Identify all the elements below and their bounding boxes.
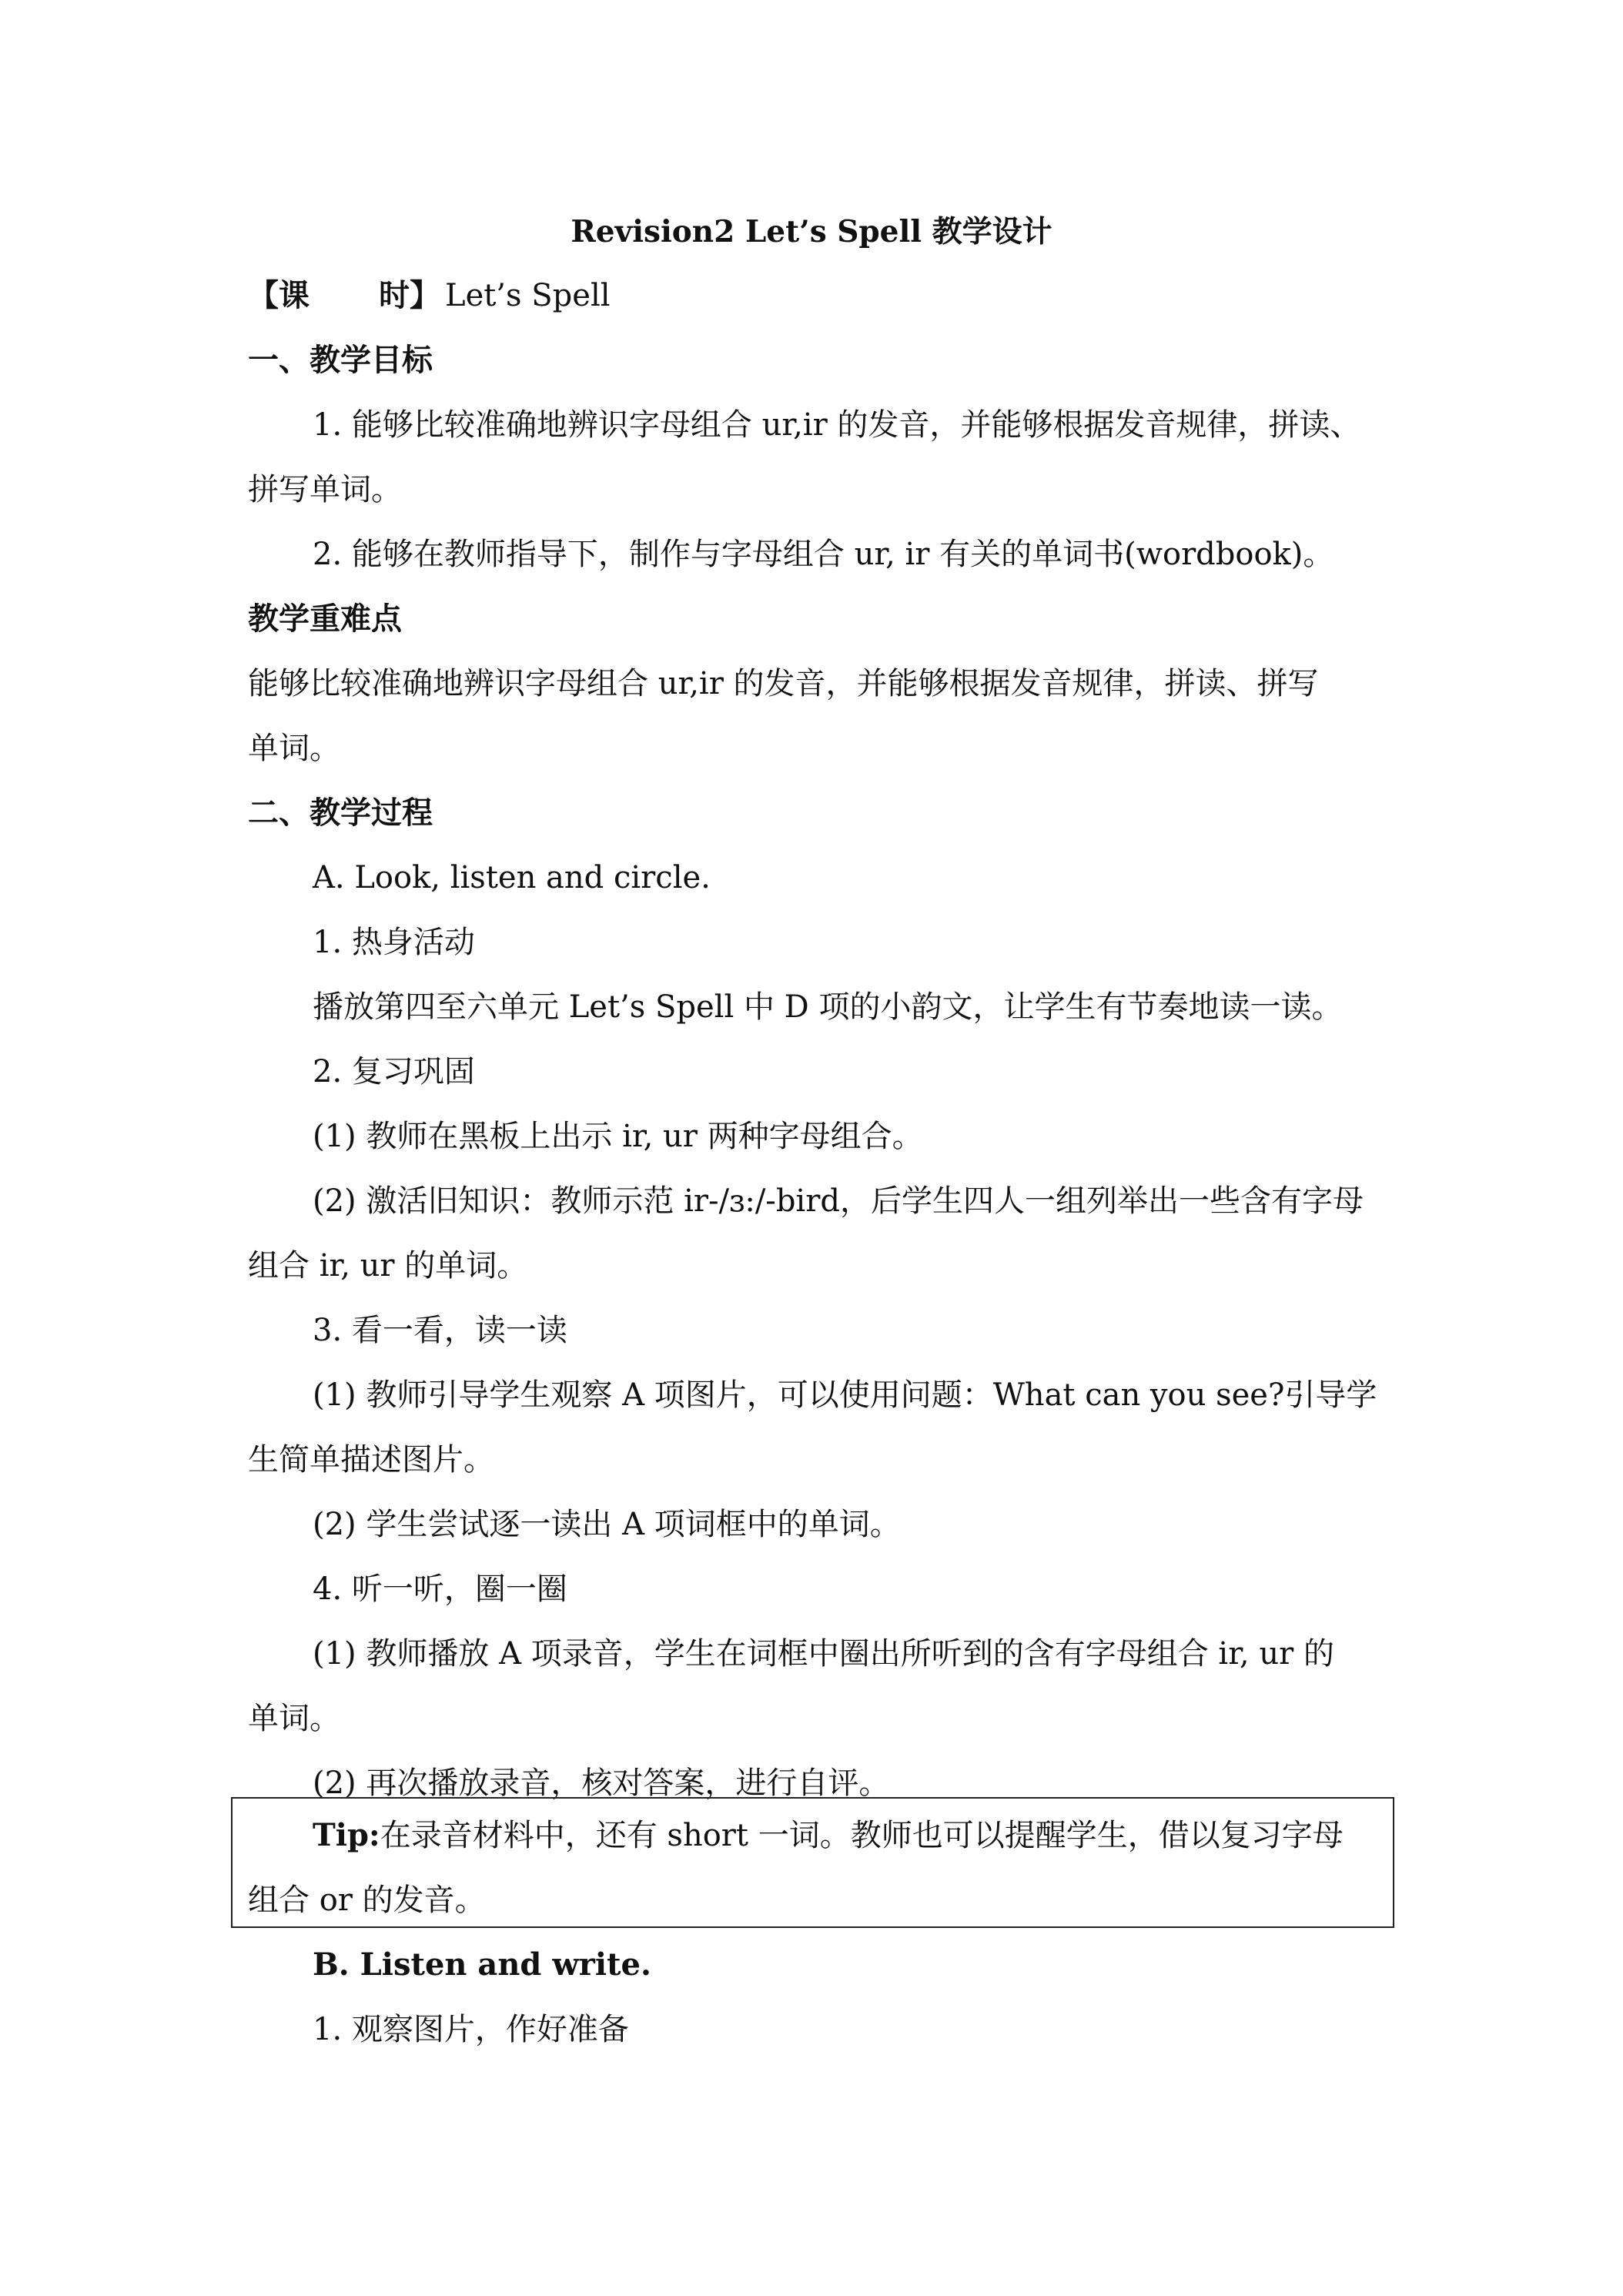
step-3-item-2: (2) 学生尝试逐一读出 A 项词框中的单词。 <box>313 1507 901 1542</box>
part-a-heading: A. Look, listen and circle. <box>313 860 711 895</box>
step-2-item-2-line-1: (2) 激活旧知识：教师示范 ir-/ɜ:/-bird，后学生四人一组列举出一些含有字母 <box>313 1183 1364 1219</box>
section-heading-key-points: 教学重难点 <box>248 601 402 637</box>
tip-label: Tip: <box>313 1817 380 1853</box>
objective-1-line-2: 拼写单词。 <box>248 472 402 507</box>
step-4-item-2: (2) 再次播放录音，核对答案，进行自评。 <box>313 1766 890 1801</box>
lesson-label-left: 【课 <box>248 277 310 313</box>
step-2-heading: 2. 复习巩固 <box>313 1054 475 1089</box>
tip-text-1: 在录音材料中，还有 short 一词。教师也可以提醒学生，借以复习字母 <box>380 1818 1344 1853</box>
step-3-item-1-line-1: (1) 教师引导学生观察 A 项图片，可以使用问题：What can you see?引导学 <box>313 1377 1377 1413</box>
tip-line-1 <box>313 1816 1344 1856</box>
document-title: Revision2 Let’s Spell 教学设计 <box>571 214 1052 249</box>
key-points-line-1: 能够比较准确地辨识字母组合 ur,ir 的发音，并能够根据发音规律，拼读、拼写 <box>248 666 1319 701</box>
step-2-item-1: (1) 教师在黑板上出示 ir, ur 两种字母组合。 <box>313 1119 923 1154</box>
section-heading-objectives: 一、教学目标 <box>248 342 433 378</box>
section-heading-process: 二、教学过程 <box>248 795 433 831</box>
key-points-line-2: 单词。 <box>248 731 340 766</box>
step-3-heading: 3. 看一看，读一读 <box>313 1313 567 1348</box>
step-4-item-1-line-1: (1) 教师播放 A 项录音，学生在词框中圈出所听到的含有字母组合 ir, ur 的 <box>313 1636 1334 1672</box>
step-4-item-1-line-2: 单词。 <box>248 1701 340 1736</box>
step-4-heading: 4. 听一听，圈一圈 <box>313 1571 567 1607</box>
step-1-heading: 1. 热身活动 <box>313 925 475 960</box>
step-1-text: 播放第四至六单元 Let’s Spell 中 D 项的小韵文，让学生有节奏地读一读。 <box>313 989 1343 1025</box>
lesson-label-right: 时】 <box>379 277 440 313</box>
lesson-value: Let’s Spell <box>445 278 611 313</box>
tip-line-2: 组合 or 的发音。 <box>248 1883 486 1918</box>
part-b-step-1: 1. 观察图片，作好准备 <box>313 2012 629 2047</box>
objective-2: 2. 能够在教师指导下，制作与字母组合 ur, ir 有关的单词书(wordbook)。 <box>313 537 1334 572</box>
part-b-heading: B. Listen and write. <box>313 1946 651 1983</box>
step-3-item-1-line-2: 生简单描述图片。 <box>248 1442 494 1478</box>
objective-1-line-1: 1. 能够比较准确地辨识字母组合 ur,ir 的发音，并能够根据发音规律，拼读、 <box>313 407 1361 443</box>
step-2-item-2-line-2: 组合 ir, ur 的单词。 <box>248 1248 528 1284</box>
